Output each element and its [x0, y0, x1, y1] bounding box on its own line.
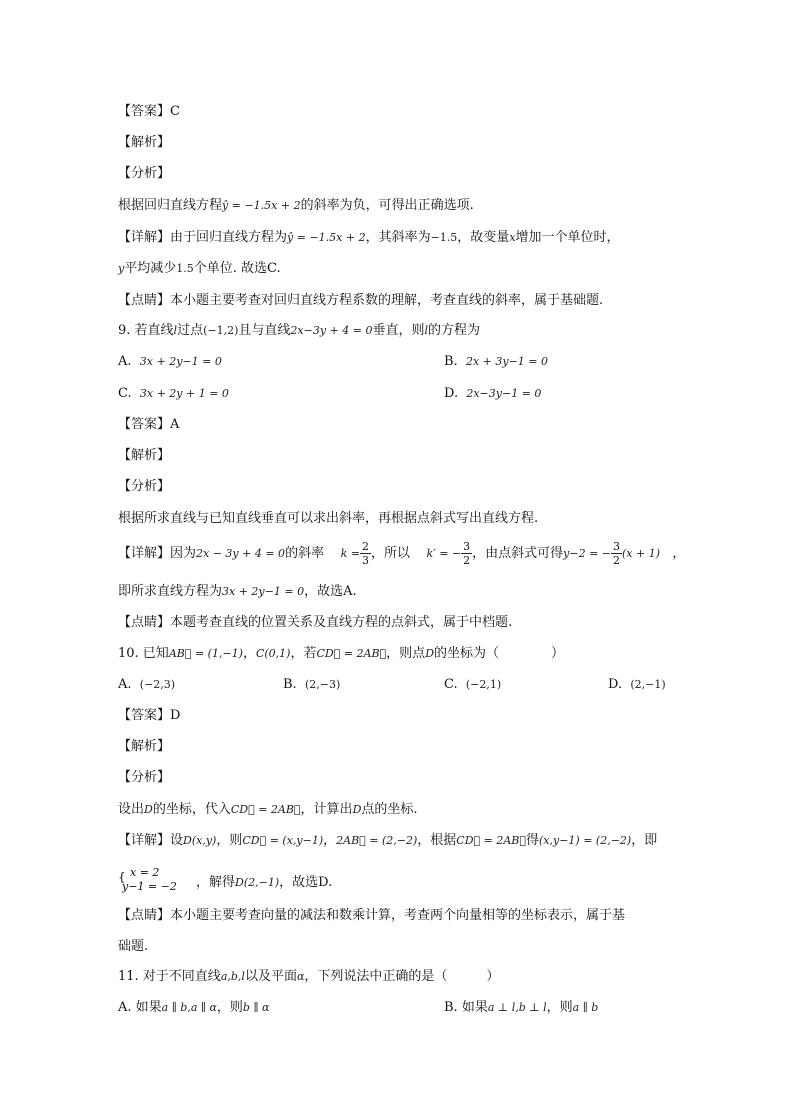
equation-row-1: x = 2 [130, 866, 160, 879]
formula: D(x,y) [183, 834, 217, 847]
q8-analysis [118, 197, 474, 215]
text: ，所以 [371, 546, 411, 561]
formula: ŷ = −1.5x + 2 [287, 231, 366, 244]
q9-jiexi: 【解析】 [118, 448, 171, 463]
formula: ŷ = −1.5x + 2 [222, 199, 301, 212]
formula: (2,−3) [304, 678, 341, 691]
q9-option-c [118, 385, 229, 403]
formula: (x,y−1) = (2,−2) [539, 834, 632, 847]
text: ，根据 [417, 833, 457, 848]
formula: −1.5 [430, 231, 458, 244]
denominator: 3 [362, 554, 369, 567]
equation-row-2: y−1 = −2 [122, 880, 177, 893]
formula: D [144, 803, 153, 816]
label: D. [608, 677, 623, 692]
text: 的斜率 [285, 546, 325, 561]
text: ，则 [216, 833, 243, 848]
label: A. [118, 354, 132, 369]
q10-comment: 【点睛】本小题主要考查向量的减法和数乘计算，考查两个向量相等的坐标表示，属于基 [118, 908, 626, 923]
formula: k = [340, 547, 360, 560]
q10-option-d [608, 676, 666, 694]
text: ，由点斜式可得 [472, 546, 564, 561]
q11-option-a [118, 999, 269, 1017]
denominator: 2 [463, 554, 471, 567]
formula: y−2 = − [563, 547, 612, 560]
formula: 2x−3y + 4 = 0 [290, 324, 373, 337]
text: 【详解】设 [118, 833, 184, 848]
formula: C(0,1) [255, 647, 291, 660]
q11-option-b [444, 999, 598, 1017]
formula: 1.5 [176, 262, 194, 275]
text: 以及平面 [244, 969, 297, 984]
formula: l [424, 324, 429, 337]
formula: 2AB⃗ = (2,−2) [336, 834, 418, 847]
formula: AB⃗ = (1,−1) [168, 647, 243, 660]
q9-option-d [444, 385, 541, 403]
text: 且与直线 [238, 323, 291, 338]
text: ，故选D. [279, 875, 333, 890]
formula: CD⃗ = 2AB⃗ [230, 803, 301, 816]
formula: D [352, 803, 362, 816]
text: ，则点 [386, 646, 426, 661]
text: 垂直，则 [372, 323, 425, 338]
q8-jiexi: 【解析】 [118, 135, 171, 150]
formula: 3x + 2y−1 = 0 [139, 355, 222, 368]
q9-comment: 【点睛】本题考查直线的位置关系及直线方程的点斜式，属于中档题. [118, 615, 513, 630]
formula: D(2,−1) [235, 876, 280, 889]
q9-answer: 【答案】A [118, 417, 180, 432]
q8-detail-cont [118, 260, 281, 278]
numerator: 3 [463, 540, 471, 553]
formula: a,b,l [220, 970, 245, 983]
formula: 2x−3y−1 = 0 [466, 387, 542, 400]
text: 的斜率为负，可得出正确选项. [300, 198, 474, 213]
text: ，其斜率为 [365, 230, 431, 245]
q9-fenxi: 【分析】 [118, 479, 171, 494]
text: 设出 [118, 802, 145, 817]
q8-answer: 【答案】C [118, 104, 180, 119]
q10-option-c [444, 676, 501, 694]
text: 增加一个单位时， [515, 230, 620, 245]
formula: α [296, 970, 305, 983]
text: ，故选A. [304, 584, 357, 599]
formula: (−1,2) [203, 324, 239, 337]
text: 点的坐标. [361, 802, 418, 817]
text: 得 [525, 833, 539, 848]
text: 根据回归直线方程 [118, 198, 223, 213]
text: ， [323, 833, 337, 848]
text: 【详解】因为 [118, 546, 197, 561]
formula: b ∥ α [242, 1001, 270, 1014]
text: ，若 [290, 646, 317, 661]
formula: 2x + 3y−1 = 0 [465, 355, 549, 368]
text: ， [242, 646, 256, 661]
q10-answer: 【答案】D [118, 708, 181, 723]
denominator: 2 [613, 554, 621, 567]
text: 的方程为 [428, 323, 481, 338]
text: 平均减少 [124, 261, 177, 276]
text: 10. 已知 [118, 646, 169, 661]
text: 【详解】由于回归直线方程为 [118, 230, 288, 245]
label: B. [283, 677, 297, 692]
q10-jiexi: 【解析】 [118, 739, 171, 754]
text: ， [672, 546, 686, 561]
formula: k′ = − [426, 547, 462, 560]
formula: a ∥ b,a ∥ α [161, 1001, 217, 1014]
formula: 3x + 2y + 1 = 0 [139, 387, 229, 400]
formula: 2x − 3y + 4 = 0 [196, 547, 286, 560]
q10-fenxi: 【分析】 [118, 770, 171, 785]
q8-fenxi: 【分析】 [118, 166, 171, 181]
text: 11. 对于不同直线 [118, 969, 221, 984]
brace: { [118, 870, 126, 884]
label: C. [118, 386, 132, 401]
formula: l [173, 324, 178, 337]
label: D. [444, 386, 459, 401]
formula: CD⃗ = 2AB⃗ [316, 647, 387, 660]
q9-stem [118, 322, 480, 340]
q10-comment-cont: 础题. [118, 939, 149, 954]
fraction [360, 540, 371, 567]
q9-option-a [118, 353, 222, 371]
text: 9. 若直线 [118, 323, 174, 338]
text: ，下列说法中正确的是（ ） [304, 969, 500, 984]
text: 的坐标为（ ） [434, 646, 565, 661]
text: 的坐标，代入 [152, 802, 231, 817]
formula: (x + 1) [622, 547, 661, 560]
text: ，故变量 [457, 230, 510, 245]
formula: (−2,3) [139, 678, 176, 691]
text: 即所求直线方程为 [118, 584, 223, 599]
q10-analysis [118, 801, 418, 819]
formula: CD⃗ = (x,y−1) [242, 834, 324, 847]
q8-detail [118, 229, 620, 247]
text: 个单位. 故选C. [193, 261, 281, 276]
q10-option-a [118, 676, 175, 694]
formula: (−2,1) [465, 678, 502, 691]
label: B. [444, 354, 458, 369]
q11-stem [118, 968, 499, 986]
formula: y [118, 262, 125, 275]
text: 过点 [177, 323, 204, 338]
fraction [461, 540, 472, 567]
formula: a ∥ b [572, 1001, 599, 1014]
text: ，则 [546, 1000, 573, 1015]
q10-stem [118, 645, 564, 663]
numerator: 2 [362, 540, 369, 553]
q9-option-b [444, 353, 548, 371]
label: A. 如果 [118, 1000, 162, 1015]
text: ，则 [216, 1000, 243, 1015]
formula: a ⊥ l,b ⊥ l [487, 1001, 547, 1014]
formula: CD⃗ = 2AB⃗ [456, 834, 526, 847]
text: ，即 [631, 833, 658, 848]
q9-detail-cont [118, 583, 357, 601]
q10-option-b [283, 676, 340, 694]
numerator: 3 [613, 540, 621, 553]
label: B. 如果 [444, 1000, 488, 1015]
formula: 3x + 2y−1 = 0 [222, 585, 305, 598]
q9-detail [118, 539, 685, 569]
formula: (2,−1) [630, 678, 666, 691]
q10-detail-cont [196, 874, 332, 892]
text: ，计算出 [300, 802, 353, 817]
label: A. [118, 677, 132, 692]
formula: x [509, 231, 516, 244]
q9-analysis: 根据所求直线与已知直线垂直可以求出斜率，再根据点斜式写出直线方程. [118, 511, 539, 526]
formula: D [425, 647, 435, 660]
label: C. [444, 677, 458, 692]
q8-comment: 【点睛】本小题主要考查对回归直线方程系数的理解，考查直线的斜率，属于基础题. [118, 293, 604, 308]
text: ，解得 [196, 875, 236, 890]
fraction [611, 540, 622, 567]
q10-detail [118, 832, 657, 850]
